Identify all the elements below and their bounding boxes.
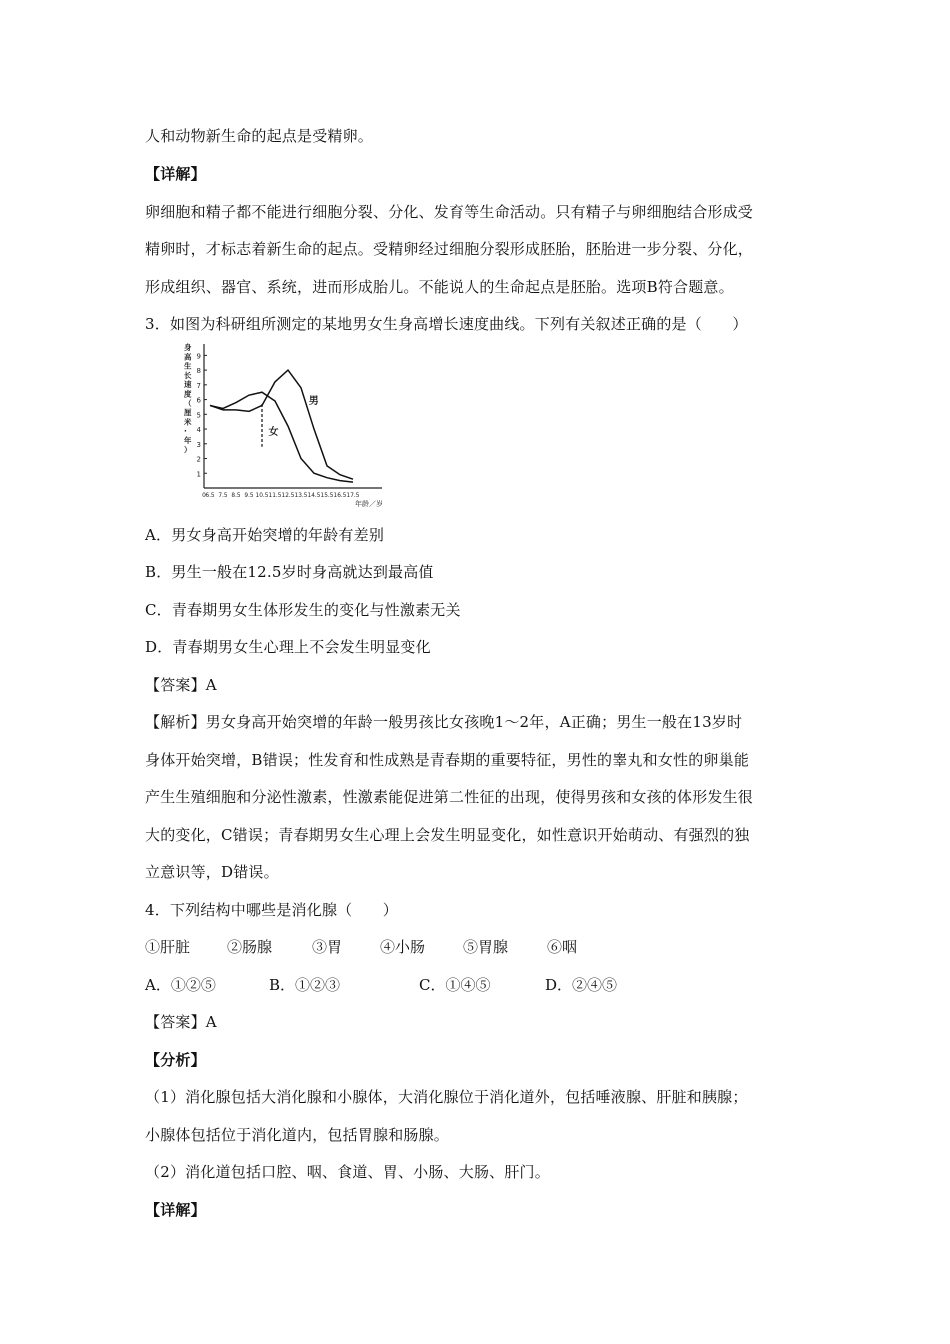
q4-item: ⑥咽 [547,938,578,956]
y-tick-label: 5 [196,411,201,420]
q4-analysis-line: 小腺体包括位于消化道内，包括胃腺和肠腺。 [145,1126,450,1144]
x-tick-label: 14.5 [307,493,321,499]
y-tick-label: 9 [196,352,201,361]
x-tick-label: 15.5 [320,493,334,499]
q4-item: ⑤胃腺 [463,938,509,956]
q2-detail-heading: 【详解】 [145,165,206,183]
x-tick-label: 13.5 [294,493,308,499]
q2-detail-line: 卵细胞和精子都不能进行细胞分裂、分化、发育等生命活动。只有精子与卵细胞结合形成受 [145,203,754,221]
q3-option-c: C．青春期男女生体形发生的变化与性激素无关 [145,601,461,619]
y-axis-label: 身高生长速度（厘米·年） [184,343,192,455]
q4-question: 4．下列结构中哪些是消化腺（ ） [145,901,398,919]
q3-answer: 【答案】A [145,676,217,694]
x-tick-label: 9.5 [244,493,254,499]
q3-analysis-line: 产生生殖细胞和分泌性激素，性激素能促进第二性征的出现，使得男孩和女孩的体形发生很 [145,788,754,806]
q4-analysis-heading: 【分析】 [145,1051,206,1069]
q2-detail-line: 形成组织、器官、系统，进而形成胎儿。不能说人的生命起点是胚胎。选项B符合题意。 [145,278,734,296]
q4-analysis-line: （1）消化腺包括大消化腺和小腺体，大消化腺位于消化道外，包括唾液腺、肝脏和胰腺； [145,1088,748,1106]
x-tick-label: 0 [202,493,206,499]
x-tick-label: 16.5 [333,493,347,499]
q4-answer: 【答案】A [145,1013,217,1031]
x-tick-label: 11.5 [268,493,282,499]
y-tick-label: 1 [196,470,201,479]
series-label-male: 男 [308,396,319,407]
q4-item: ④小肠 [380,938,426,956]
y-tick-label: 8 [196,367,201,376]
y-tick-label: 6 [196,396,201,405]
height-growth-chart [170,340,390,515]
q3-analysis-line: 【解析】男女身高开始突增的年龄一般男孩比女孩晚1～2年，A正确；男生一般在13岁时 [145,713,743,731]
x-tick-label: 6.5 [205,493,215,499]
x-axis-label: 年龄／岁 [355,500,383,508]
q3-analysis-line: 大的变化，C错误；青春期男女生心理上会发生明显变化，如性意识开始萌动、有强烈的独 [145,826,750,844]
q3-question: 3．如图为科研组所测定的某地男女生身高增长速度曲线。下列有关叙述正确的是（ ） [145,315,748,333]
q3-option-a: A．男女身高开始突增的年龄有差别 [145,526,385,544]
x-tick-label: 8.5 [231,493,241,499]
q3-option-d: D．青春期男女生心理上不会发生明显变化 [145,638,431,656]
y-tick-label: 3 [196,440,201,449]
x-tick-label: 12.5 [281,493,295,499]
q4-choice-b: B．①②③ [269,976,341,994]
y-tick-label: 4 [196,426,201,435]
q4-item: ②肠腺 [227,938,273,956]
x-tick-label: 7.5 [218,493,228,499]
q3-option-b: B．男生一般在12.5岁时身高就达到最高值 [145,563,434,581]
y-tick-label: 7 [196,381,201,390]
q4-choice-c: C．①④⑤ [419,976,491,994]
q4-item: ③胃 [312,938,343,956]
series-label-female: 女 [268,426,279,438]
q3-analysis-line: 身体开始突增，B错误；性发育和性成熟是青春期的重要特征，男性的睾丸和女性的卵巢能 [145,751,750,769]
q4-choice-a: A．①②⑤ [145,976,216,994]
series-line-male [210,370,353,479]
q4-item: ①肝脏 [145,938,191,956]
x-tick-label: 17.5 [346,493,360,499]
q2-detail-line: 精卵时，才标志着新生命的起点。受精卵经过细胞分裂形成胚胎，胚胎进一步分裂、分化， [145,240,754,258]
intro-line: 人和动物新生命的起点是受精卵。 [145,127,374,145]
q4-choice-d: D．②④⑤ [545,976,618,994]
q4-detail-heading: 【详解】 [145,1201,206,1219]
q3-analysis-line: 立意识等，D错误。 [145,863,279,881]
x-tick-label: 10.5 [255,493,269,499]
y-tick-label: 2 [196,455,201,464]
q4-analysis-line: （2）消化道包括口腔、咽、食道、胃、小肠、大肠、肝门。 [145,1163,550,1181]
